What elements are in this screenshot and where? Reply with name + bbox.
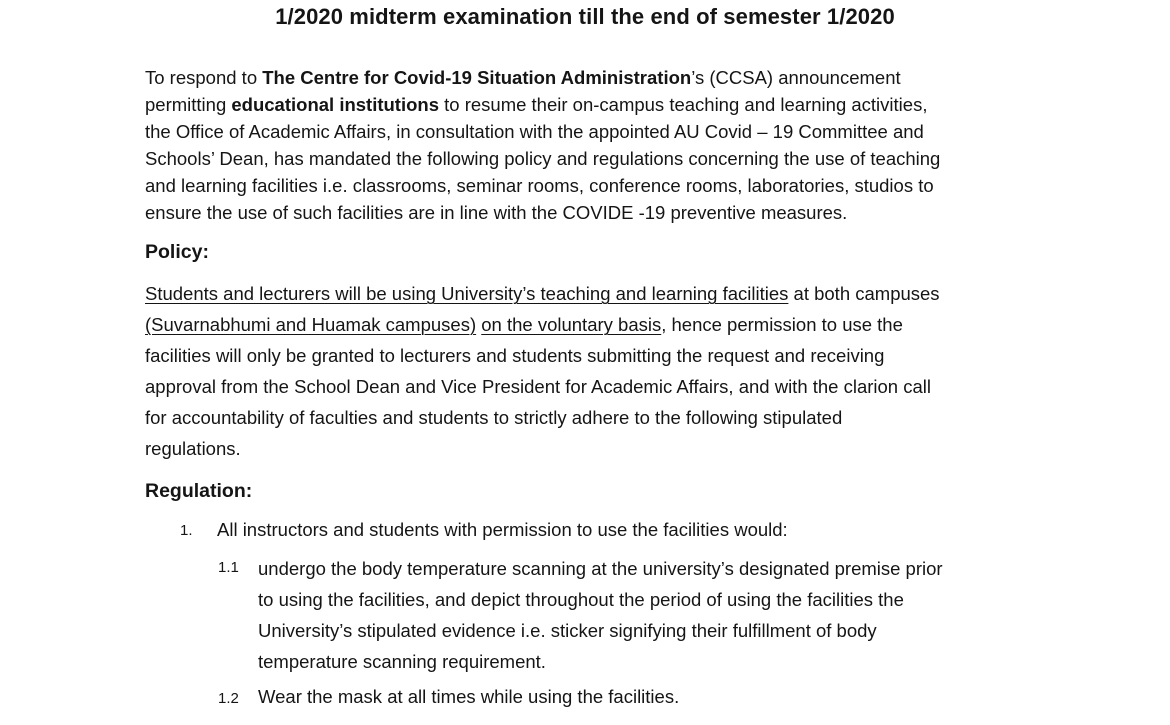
policy-line-4: approval from the School Dean and Vice President for Academic Affairs, and with the clarion call [145,376,931,397]
policy-underlined-text: Students and lecturers will be using University’s teaching and learning facilities [145,283,789,304]
item-1-number: 1. [180,522,193,539]
intro-line-5: and learning facilities i.e. classrooms, seminar rooms, conference rooms, laboratories, studios to [145,175,934,196]
intro-text: To respond to [145,67,263,88]
item-1-2-text: Wear the mask at all times while using the facilities. [258,686,680,707]
campuses-underlined-text: (Suvarnabhumi and Huamak campuses) [145,314,477,335]
item-1-1-line-2: to using the facilities, and depict throughout the period of using the facilities the [258,589,904,610]
intro-paragraph [145,64,1065,226]
policy-line-2 [145,309,1065,340]
policy-line-1 [145,278,1065,309]
voluntary-underlined-text: on the voluntary basis [481,314,662,335]
item-1-1-text [258,553,943,677]
policy-heading: Policy: [145,241,209,263]
intro-line-4: Schools’ Dean, has mandated the following policy and regulations concerning the use of teaching [145,148,941,169]
document-title: 1/2020 midterm examination till the end of semester 1/2020 [275,4,895,29]
policy-line-5: for accountability of faculties and students to strictly adhere to the following stipulated [145,407,843,428]
item-1-1-line-4: temperature scanning requirement. [258,651,546,672]
institutions-bold: educational institutions [231,94,439,115]
intro-line-6: ensure the use of such facilities are in line with the COVIDE -19 preventive measures. [145,202,848,223]
item-1-1-line-1: undergo the body temperature scanning at the university’s designated premise prior [258,558,943,579]
policy-paragraph [145,278,1065,464]
ccsa-name: The Centre for Covid-19 Situation Administration [262,67,692,88]
regulation-heading: Regulation: [145,480,253,502]
policy-text: , hence permission to use the [661,314,903,335]
item-1-1-line-3: University’s stipulated evidence i.e. sticker signifying their fulfillment of body [258,620,877,641]
intro-line-2 [145,91,1065,118]
intro-text: permitting [145,94,232,115]
item-1-2-number: 1.2 [218,690,239,707]
policy-line-3: facilities will only be granted to lecturers and students submitting the request and receiving [145,345,885,366]
item-1-1-number: 1.1 [218,559,239,576]
intro-text: ’s (CCSA) announcement [691,67,901,88]
intro-text: to resume their on-campus teaching and learning activities, [439,94,928,115]
policy-line-6: regulations. [145,438,241,459]
intro-line-1 [145,64,1065,91]
item-1-text: All instructors and students with permission to use the facilities would: [217,519,788,540]
policy-text: at both campuses [788,283,940,304]
intro-line-3: the Office of Academic Affairs, in consultation with the appointed AU Covid – 19 Committee and [145,121,924,142]
